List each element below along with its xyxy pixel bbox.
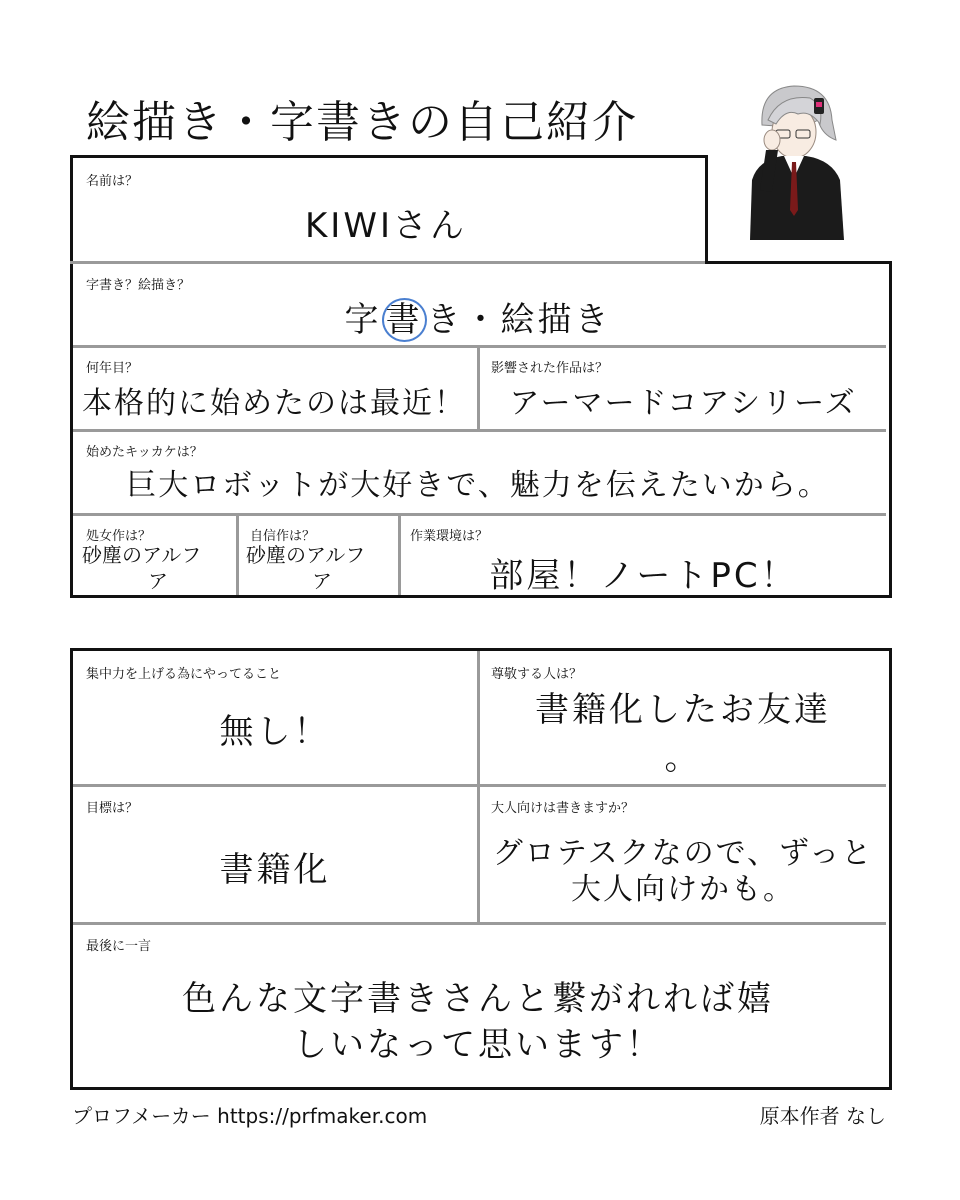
focus-label: 集中力を上げる為にやってること bbox=[86, 667, 282, 682]
footer-author: 原本作者 なし bbox=[759, 1104, 886, 1128]
first-work-value bbox=[82, 542, 234, 594]
last-word-value bbox=[70, 976, 886, 1068]
circled-choice: 書 bbox=[382, 298, 427, 342]
years-value: 本格的に始めたのは最近！ bbox=[82, 386, 466, 421]
last-word-line2: しいなって思います！ bbox=[293, 1025, 663, 1065]
environment-value: 部屋！ノートPC！ bbox=[489, 556, 798, 596]
focus-value: 無し！ bbox=[219, 712, 331, 752]
type-value-part-a: 字 bbox=[344, 300, 382, 340]
best-work-label: 自信作は？ bbox=[250, 529, 316, 544]
respect-line2: 。 bbox=[664, 738, 702, 778]
name-value: KIWIさん bbox=[305, 206, 467, 246]
respect-line1: 書籍化したお友達 bbox=[535, 690, 831, 730]
years-label: 何年目？ bbox=[86, 361, 139, 376]
adult-label: 大人向けは書きますか？ bbox=[491, 801, 635, 816]
character-illustration bbox=[732, 80, 862, 240]
environment-label: 作業環境は？ bbox=[410, 529, 489, 544]
first-work-line1: 砂塵のアルフ bbox=[82, 543, 202, 567]
reason-label: 始めたキッカケは？ bbox=[86, 445, 203, 460]
last-word-line1: 色んな文字書きさんと繋がれれば嬉 bbox=[182, 979, 774, 1019]
adult-line1: グロテスクなので、ずっと bbox=[492, 836, 874, 871]
respect-value bbox=[480, 686, 886, 782]
respect-label: 尊敬する人は？ bbox=[491, 667, 583, 682]
best-work-value bbox=[246, 542, 398, 594]
best-work-line1: 砂塵のアルフ bbox=[246, 543, 366, 567]
type-value-part-b: き・絵描き bbox=[426, 300, 612, 340]
goal-value: 書籍化 bbox=[219, 850, 331, 890]
page-title: 絵描き・字書きの自己紹介 bbox=[86, 97, 638, 148]
adult-line2: 大人向けかも。 bbox=[571, 872, 795, 907]
reason-value: 巨大ロボットが大好きで、魅力を伝えたいから。 bbox=[126, 468, 830, 503]
footer-maker-link[interactable]: プロフメーカー https://prfmaker.com bbox=[72, 1104, 428, 1128]
writer-or-artist-value bbox=[70, 292, 886, 341]
writer-or-artist-label: 字書き？絵描き？ bbox=[86, 278, 191, 293]
best-work-line2: ア bbox=[312, 569, 332, 593]
influence-label: 影響された作品は？ bbox=[491, 361, 609, 376]
influence-value: アーマードコアシリーズ bbox=[509, 386, 857, 421]
first-work-label: 処女作は？ bbox=[86, 529, 152, 544]
first-work-line2: ア bbox=[148, 569, 168, 593]
last-word-label: 最後に一言 bbox=[86, 939, 152, 954]
name-label: 名前は？ bbox=[86, 174, 139, 189]
adult-value bbox=[480, 836, 886, 908]
goal-label: 目標は？ bbox=[86, 801, 139, 816]
